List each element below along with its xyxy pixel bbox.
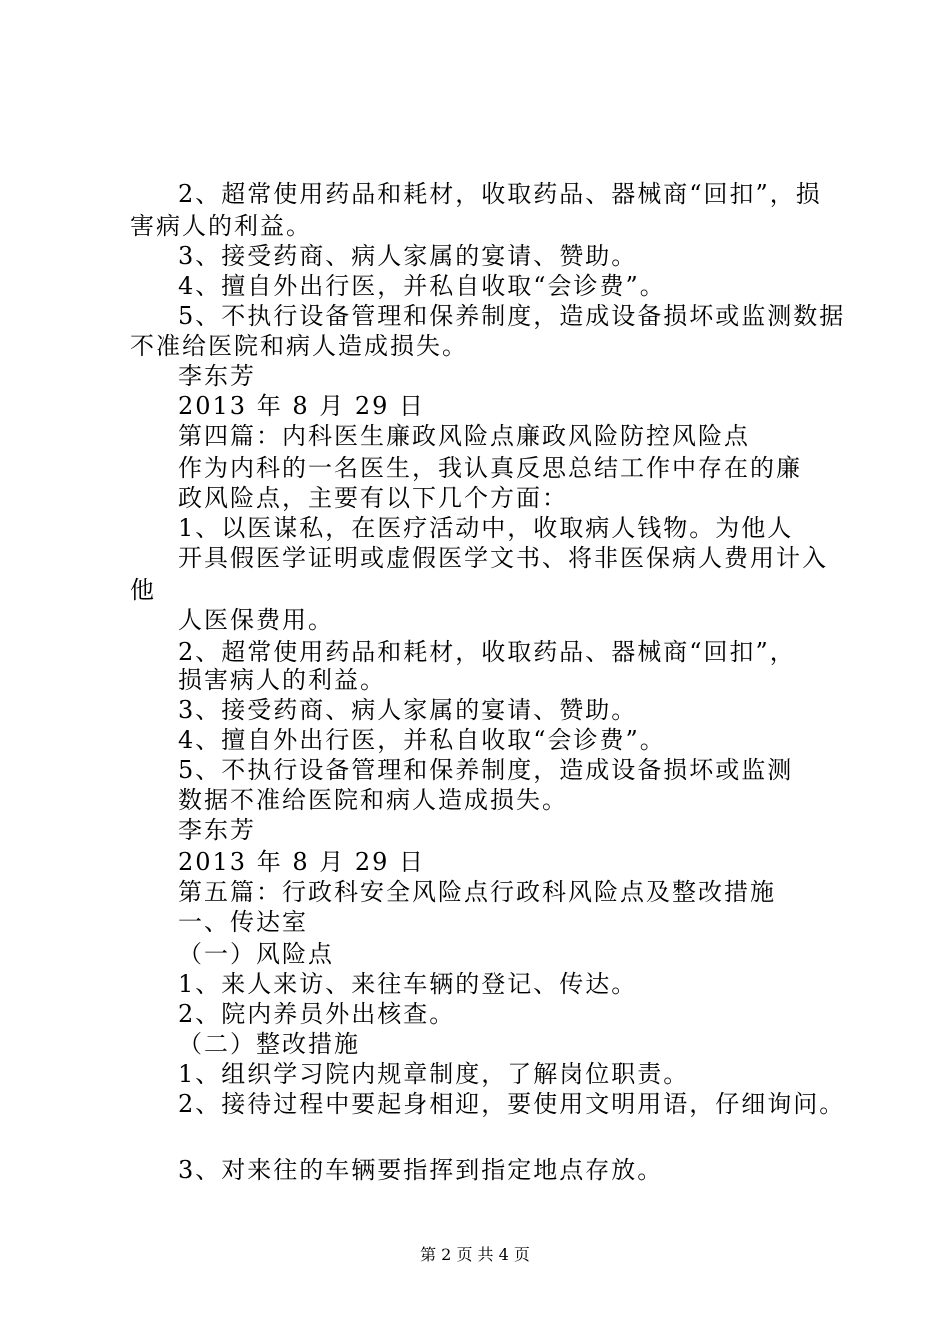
- text-line: 5、不执行设备管理和保养制度，造成设备损坏或监测数据: [178, 302, 846, 330]
- page-footer: 第 2 页 共 4 页: [420, 1245, 530, 1264]
- signature-date: 2013 年 8 月 29 日: [178, 392, 426, 420]
- signature-name: 李东芳: [178, 816, 256, 844]
- text-line: 5、不执行设备管理和保养制度，造成设备损坏或监测: [178, 756, 794, 784]
- text-line: 政风险点，主要有以下几个方面：: [178, 484, 568, 512]
- text-line: 1、来人来访、来往车辆的登记、传达。: [178, 970, 638, 998]
- signature-name: 李东芳: [178, 362, 256, 390]
- text-line: 不准给医院和病人造成损失。: [130, 332, 468, 360]
- subheading: （二）整改措施: [178, 1030, 360, 1058]
- text-line: 4、擅自外出行医，并私自收取“会诊费”。: [178, 726, 666, 754]
- text-line: 2、院内养员外出核查。: [178, 1000, 456, 1028]
- text-line: 数据不准给医院和病人造成损失。: [178, 786, 568, 814]
- text-line: 损害病人的利益。: [178, 666, 386, 694]
- section-heading: 第五篇：行政科安全风险点行政科风险点及整改措施: [178, 878, 776, 906]
- text-line: 3、接受药商、病人家属的宴请、赞助。: [178, 696, 638, 724]
- section-heading: 第四篇：内科医生廉政风险点廉政风险防控风险点: [178, 422, 750, 450]
- text-line: 4、擅自外出行医，并私自收取“会诊费”。: [178, 272, 666, 300]
- text-line: 2、超常使用药品和耗材，收取药品、器械商“回扣”，损: [178, 180, 822, 208]
- text-line: 作为内科的一名医生，我认真反思总结工作中存在的廉: [178, 454, 802, 482]
- text-line: 1、以医谋私，在医疗活动中，收取病人钱物。为他人: [178, 514, 794, 542]
- text-line: 2、超常使用药品和耗材，收取药品、器械商“回扣”，: [178, 638, 796, 666]
- text-line: 害病人的利益。: [130, 212, 312, 240]
- text-line: 3、对来往的车辆要指挥到指定地点存放。: [178, 1156, 664, 1184]
- text-line: 3、接受药商、病人家属的宴请、赞助。: [178, 242, 638, 270]
- text-line: 他: [130, 576, 156, 604]
- text-line: 1、组织学习院内规章制度，了解岗位职责。: [178, 1060, 690, 1088]
- text-line: 2、接待过程中要起身相迎，要使用文明用语，仔细询问。: [178, 1090, 846, 1118]
- subheading: （一）风险点: [178, 940, 334, 968]
- signature-date: 2013 年 8 月 29 日: [178, 848, 426, 876]
- text-line: 人医保费用。: [178, 606, 334, 634]
- text-line: 开具假医学证明或虚假医学文书、将非医保病人费用计入: [178, 544, 828, 572]
- subheading: 一、传达室: [178, 908, 308, 936]
